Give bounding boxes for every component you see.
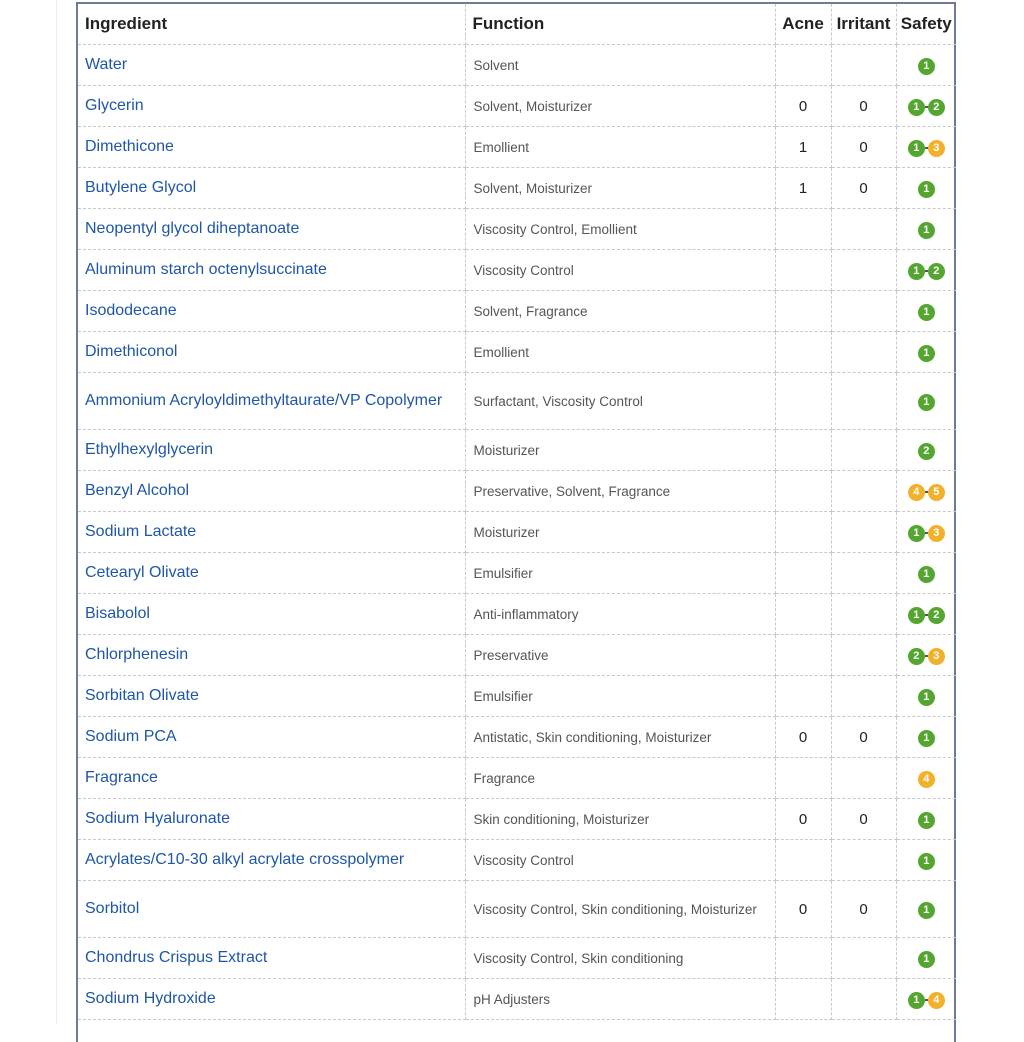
- safety-cell: [896, 840, 956, 881]
- ingredient-name-cell: [78, 86, 465, 127]
- ingredient-link[interactable]: Ethylhexylglycerin: [85, 441, 214, 458]
- function-cell: Emulsifier: [465, 676, 775, 717]
- function-cell: Surfactant, Viscosity Control: [465, 373, 775, 430]
- safety-cell: [896, 45, 956, 86]
- safety-rating[interactable]: [918, 689, 935, 706]
- irritant-score-cell: [831, 979, 896, 1020]
- safety-rating[interactable]: [918, 394, 935, 411]
- ingredient-name-cell: [78, 635, 465, 676]
- table-row: [78, 471, 956, 512]
- safety-rating[interactable]: [908, 99, 945, 116]
- header-irritant[interactable]: Irritant: [831, 4, 896, 45]
- function-cell: Viscosity Control, Skin conditioning: [465, 938, 775, 979]
- safety-cell: [896, 758, 956, 799]
- ingredient-link[interactable]: Isododecane: [85, 302, 177, 319]
- ingredient-name-cell: [78, 209, 465, 250]
- function-cell: Viscosity Control: [465, 250, 775, 291]
- safety-score-badge: 2: [918, 443, 935, 460]
- safety-score-badge: 1: [918, 902, 935, 919]
- irritant-score-cell: [831, 553, 896, 594]
- ingredient-name-cell: [78, 676, 465, 717]
- safety-score-badge: 1: [918, 222, 935, 239]
- table-row: [78, 373, 956, 430]
- safety-cell: [896, 168, 956, 209]
- ingredient-link[interactable]: Ammonium Acryloyldimethyltaurate/VP Copolymer: [85, 392, 443, 409]
- safety-cell: [896, 717, 956, 758]
- safety-score-badge: 3: [928, 525, 945, 542]
- irritant-score-cell: 0: [831, 86, 896, 127]
- acne-score-cell: [775, 676, 831, 717]
- acne-score-cell: 0: [775, 717, 831, 758]
- ingredient-link[interactable]: Sodium Lactate: [85, 523, 197, 540]
- safety-score-badge: 1: [908, 263, 925, 280]
- function-cell: Emulsifier: [465, 553, 775, 594]
- safety-cell: [896, 250, 956, 291]
- ingredient-link[interactable]: Acrylates/C10-30 alkyl acrylate crosspolymer: [85, 851, 405, 868]
- acne-score-cell: 0: [775, 86, 831, 127]
- safety-score-badge: 1: [918, 853, 935, 870]
- table-row: [78, 168, 956, 209]
- safety-cell: [896, 635, 956, 676]
- safety-rating[interactable]: [918, 345, 935, 362]
- safety-score-badge: 1: [918, 345, 935, 362]
- table-row: [78, 86, 956, 127]
- header-ingredient[interactable]: Ingredient: [78, 4, 465, 45]
- ingredients-panel: [76, 2, 956, 1042]
- safety-score-badge: 4: [918, 771, 935, 788]
- safety-cell: [896, 209, 956, 250]
- safety-score-badge: 1: [918, 566, 935, 583]
- safety-score-badge: 1: [908, 140, 925, 157]
- function-cell: Fragrance: [465, 758, 775, 799]
- safety-score-badge: 3: [928, 140, 945, 157]
- ingredient-link[interactable]: Aluminum starch octenylsuccinate: [85, 261, 327, 278]
- safety-cell: [896, 291, 956, 332]
- irritant-score-cell: [831, 430, 896, 471]
- irritant-score-cell: 0: [831, 168, 896, 209]
- function-cell: pH Adjusters: [465, 979, 775, 1020]
- table-row: [78, 635, 956, 676]
- safety-score-badge: 2: [928, 99, 945, 116]
- safety-rating[interactable]: [918, 222, 935, 239]
- safety-rating[interactable]: [908, 648, 945, 665]
- acne-score-cell: [775, 332, 831, 373]
- acne-score-cell: [775, 979, 831, 1020]
- acne-score-cell: [775, 512, 831, 553]
- safety-cell: [896, 127, 956, 168]
- irritant-score-cell: [831, 209, 896, 250]
- function-cell: Preservative, Solvent, Fragrance: [465, 471, 775, 512]
- safety-score-badge: 1: [918, 730, 935, 747]
- safety-rating[interactable]: [918, 902, 935, 919]
- function-cell: Viscosity Control: [465, 840, 775, 881]
- acne-score-cell: [775, 373, 831, 430]
- irritant-score-cell: [831, 758, 896, 799]
- safety-cell: [896, 676, 956, 717]
- acne-score-cell: [775, 840, 831, 881]
- ingredient-name-cell: [78, 512, 465, 553]
- ingredient-link[interactable]: Dimethiconol: [85, 343, 178, 360]
- ingredient-link[interactable]: Sodium Hyaluronate: [85, 810, 230, 827]
- ingredient-name-cell: [78, 168, 465, 209]
- safety-score-badge: 1: [918, 304, 935, 321]
- ingredient-link[interactable]: Water: [85, 56, 128, 73]
- safety-score-badge: 4: [908, 484, 925, 501]
- function-cell: Emollient: [465, 332, 775, 373]
- irritant-score-cell: [831, 635, 896, 676]
- safety-rating[interactable]: [918, 181, 935, 198]
- ingredient-name-cell: [78, 553, 465, 594]
- irritant-score-cell: [831, 250, 896, 291]
- safety-score-badge: 1: [908, 99, 925, 116]
- safety-score-badge: 3: [928, 648, 945, 665]
- irritant-score-cell: [831, 373, 896, 430]
- safety-score-badge: 2: [908, 648, 925, 665]
- safety-rating[interactable]: [908, 525, 945, 542]
- ingredient-name-cell: [78, 250, 465, 291]
- acne-score-cell: 0: [775, 799, 831, 840]
- function-cell: Solvent, Moisturizer: [465, 168, 775, 209]
- function-cell: Emollient: [465, 127, 775, 168]
- safety-rating[interactable]: [918, 304, 935, 321]
- function-cell: Anti-inflammatory: [465, 594, 775, 635]
- irritant-score-cell: 0: [831, 881, 896, 938]
- ingredient-name-cell: [78, 799, 465, 840]
- ingredient-name-cell: [78, 471, 465, 512]
- safety-cell: [896, 979, 956, 1020]
- ingredient-name-cell: [78, 127, 465, 168]
- function-cell: Preservative: [465, 635, 775, 676]
- safety-rating[interactable]: [918, 853, 935, 870]
- table-row: [78, 881, 956, 938]
- safety-score-badge: 1: [908, 525, 925, 542]
- function-cell: Viscosity Control, Skin conditioning, Moisturizer: [465, 881, 775, 938]
- table-row: [78, 250, 956, 291]
- irritant-score-cell: [831, 512, 896, 553]
- ingredient-link[interactable]: Sorbitan Olivate: [85, 687, 199, 704]
- irritant-score-cell: 0: [831, 717, 896, 758]
- table-row: [78, 291, 956, 332]
- irritant-score-cell: [831, 938, 896, 979]
- function-cell: Moisturizer: [465, 512, 775, 553]
- ingredient-name-cell: [78, 717, 465, 758]
- safety-cell: [896, 332, 956, 373]
- ingredient-link[interactable]: Dimethicone: [85, 138, 174, 155]
- safety-cell: [896, 430, 956, 471]
- acne-score-cell: 1: [775, 127, 831, 168]
- table-row: [78, 840, 956, 881]
- safety-rating[interactable]: [918, 771, 935, 788]
- safety-score-badge: 5: [928, 484, 945, 501]
- safety-cell: [896, 799, 956, 840]
- safety-rating[interactable]: [918, 951, 935, 968]
- ingredient-name-cell: [78, 430, 465, 471]
- irritant-score-cell: [831, 332, 896, 373]
- safety-rating[interactable]: [918, 812, 935, 829]
- header-function[interactable]: Function: [465, 4, 775, 45]
- safety-cell: [896, 881, 956, 938]
- ingredient-link[interactable]: Sodium PCA: [85, 728, 177, 745]
- irritant-score-cell: [831, 471, 896, 512]
- ingredient-name-cell: [78, 45, 465, 86]
- ingredient-link[interactable]: Chondrus Crispus Extract: [85, 949, 268, 966]
- safety-rating[interactable]: [908, 484, 945, 501]
- ingredient-name-cell: [78, 332, 465, 373]
- acne-score-cell: [775, 758, 831, 799]
- safety-cell: [896, 553, 956, 594]
- acne-score-cell: [775, 430, 831, 471]
- acne-score-cell: [775, 45, 831, 86]
- table-row: [78, 979, 956, 1020]
- table-row: [78, 209, 956, 250]
- safety-score-badge: 2: [928, 607, 945, 624]
- acne-score-cell: [775, 594, 831, 635]
- table-row: [78, 676, 956, 717]
- safety-score-badge: 1: [918, 689, 935, 706]
- ingredient-link[interactable]: Glycerin: [85, 97, 144, 114]
- safety-cell: [896, 86, 956, 127]
- ingredient-name-cell: [78, 594, 465, 635]
- safety-cell: [896, 512, 956, 553]
- header-safety[interactable]: Safety: [896, 4, 956, 45]
- ingredient-name-cell: [78, 979, 465, 1020]
- safety-score-badge: 1: [908, 607, 925, 624]
- acne-score-cell: 0: [775, 881, 831, 938]
- ingredients-table: [78, 4, 956, 1020]
- function-cell: Solvent, Fragrance: [465, 291, 775, 332]
- acne-score-cell: [775, 250, 831, 291]
- safety-rating[interactable]: [908, 992, 945, 1009]
- table-row: [78, 332, 956, 373]
- acne-score-cell: 1: [775, 168, 831, 209]
- safety-cell: [896, 471, 956, 512]
- table-row: [78, 553, 956, 594]
- table-row: [78, 717, 956, 758]
- function-cell: Skin conditioning, Moisturizer: [465, 799, 775, 840]
- function-cell: Antistatic, Skin conditioning, Moisturizer: [465, 717, 775, 758]
- acne-score-cell: [775, 938, 831, 979]
- irritant-score-cell: [831, 676, 896, 717]
- function-cell: Solvent, Moisturizer: [465, 86, 775, 127]
- irritant-score-cell: [831, 291, 896, 332]
- ingredient-link[interactable]: Neopentyl glycol diheptanoate: [85, 220, 300, 237]
- irritant-score-cell: [831, 594, 896, 635]
- safety-score-badge: 1: [918, 58, 935, 75]
- table-row: [78, 127, 956, 168]
- safety-rating[interactable]: [908, 607, 945, 624]
- safety-rating[interactable]: [908, 140, 945, 157]
- safety-cell: [896, 594, 956, 635]
- acne-score-cell: [775, 209, 831, 250]
- header-acne[interactable]: Acne: [775, 4, 831, 45]
- function-cell: Viscosity Control, Emollient: [465, 209, 775, 250]
- ingredient-name-cell: [78, 840, 465, 881]
- irritant-score-cell: [831, 45, 896, 86]
- ingredient-link[interactable]: Sorbitol: [85, 900, 140, 917]
- function-cell: Moisturizer: [465, 430, 775, 471]
- table-row: [78, 512, 956, 553]
- safety-rating[interactable]: [908, 263, 945, 280]
- acne-score-cell: [775, 553, 831, 594]
- safety-score-badge: 1: [918, 394, 935, 411]
- acne-score-cell: [775, 635, 831, 676]
- ingredient-link[interactable]: Benzyl Alcohol: [85, 482, 190, 499]
- irritant-score-cell: [831, 840, 896, 881]
- function-cell: Solvent: [465, 45, 775, 86]
- ingredient-name-cell: [78, 758, 465, 799]
- table-row: [78, 594, 956, 635]
- safety-rating[interactable]: [918, 730, 935, 747]
- safety-rating[interactable]: [918, 443, 935, 460]
- safety-cell: [896, 373, 956, 430]
- acne-score-cell: [775, 291, 831, 332]
- safety-score-badge: 1: [918, 812, 935, 829]
- safety-score-badge: 2: [928, 263, 945, 280]
- ingredient-link[interactable]: Fragrance: [85, 769, 158, 786]
- safety-cell: [896, 938, 956, 979]
- ingredient-link[interactable]: Bisabolol: [85, 605, 150, 622]
- ingredient-link[interactable]: Cetearyl Olivate: [85, 564, 199, 581]
- ingredient-name-cell: [78, 291, 465, 332]
- table-body: [78, 45, 956, 1020]
- safety-score-badge: 1: [918, 181, 935, 198]
- ingredient-name-cell: [78, 881, 465, 938]
- ingredient-name-cell: [78, 373, 465, 430]
- table-row: [78, 799, 956, 840]
- ingredient-link[interactable]: Butylene Glycol: [85, 179, 197, 196]
- ingredient-name-cell: [78, 938, 465, 979]
- ingredient-link[interactable]: Sodium Hydroxide: [85, 990, 216, 1007]
- table-row: [78, 758, 956, 799]
- irritant-score-cell: 0: [831, 127, 896, 168]
- page-divider: [56, 0, 57, 1024]
- irritant-score-cell: 0: [831, 799, 896, 840]
- safety-rating[interactable]: [918, 566, 935, 583]
- ingredient-link[interactable]: Chlorphenesin: [85, 646, 189, 663]
- acne-score-cell: [775, 471, 831, 512]
- safety-score-badge: 4: [928, 992, 945, 1009]
- table-row: [78, 938, 956, 979]
- safety-score-badge: 1: [908, 992, 925, 1009]
- table-row: [78, 45, 956, 86]
- table-row: [78, 430, 956, 471]
- table-header-row: [78, 4, 956, 45]
- safety-rating[interactable]: [918, 58, 935, 75]
- safety-score-badge: 1: [918, 951, 935, 968]
